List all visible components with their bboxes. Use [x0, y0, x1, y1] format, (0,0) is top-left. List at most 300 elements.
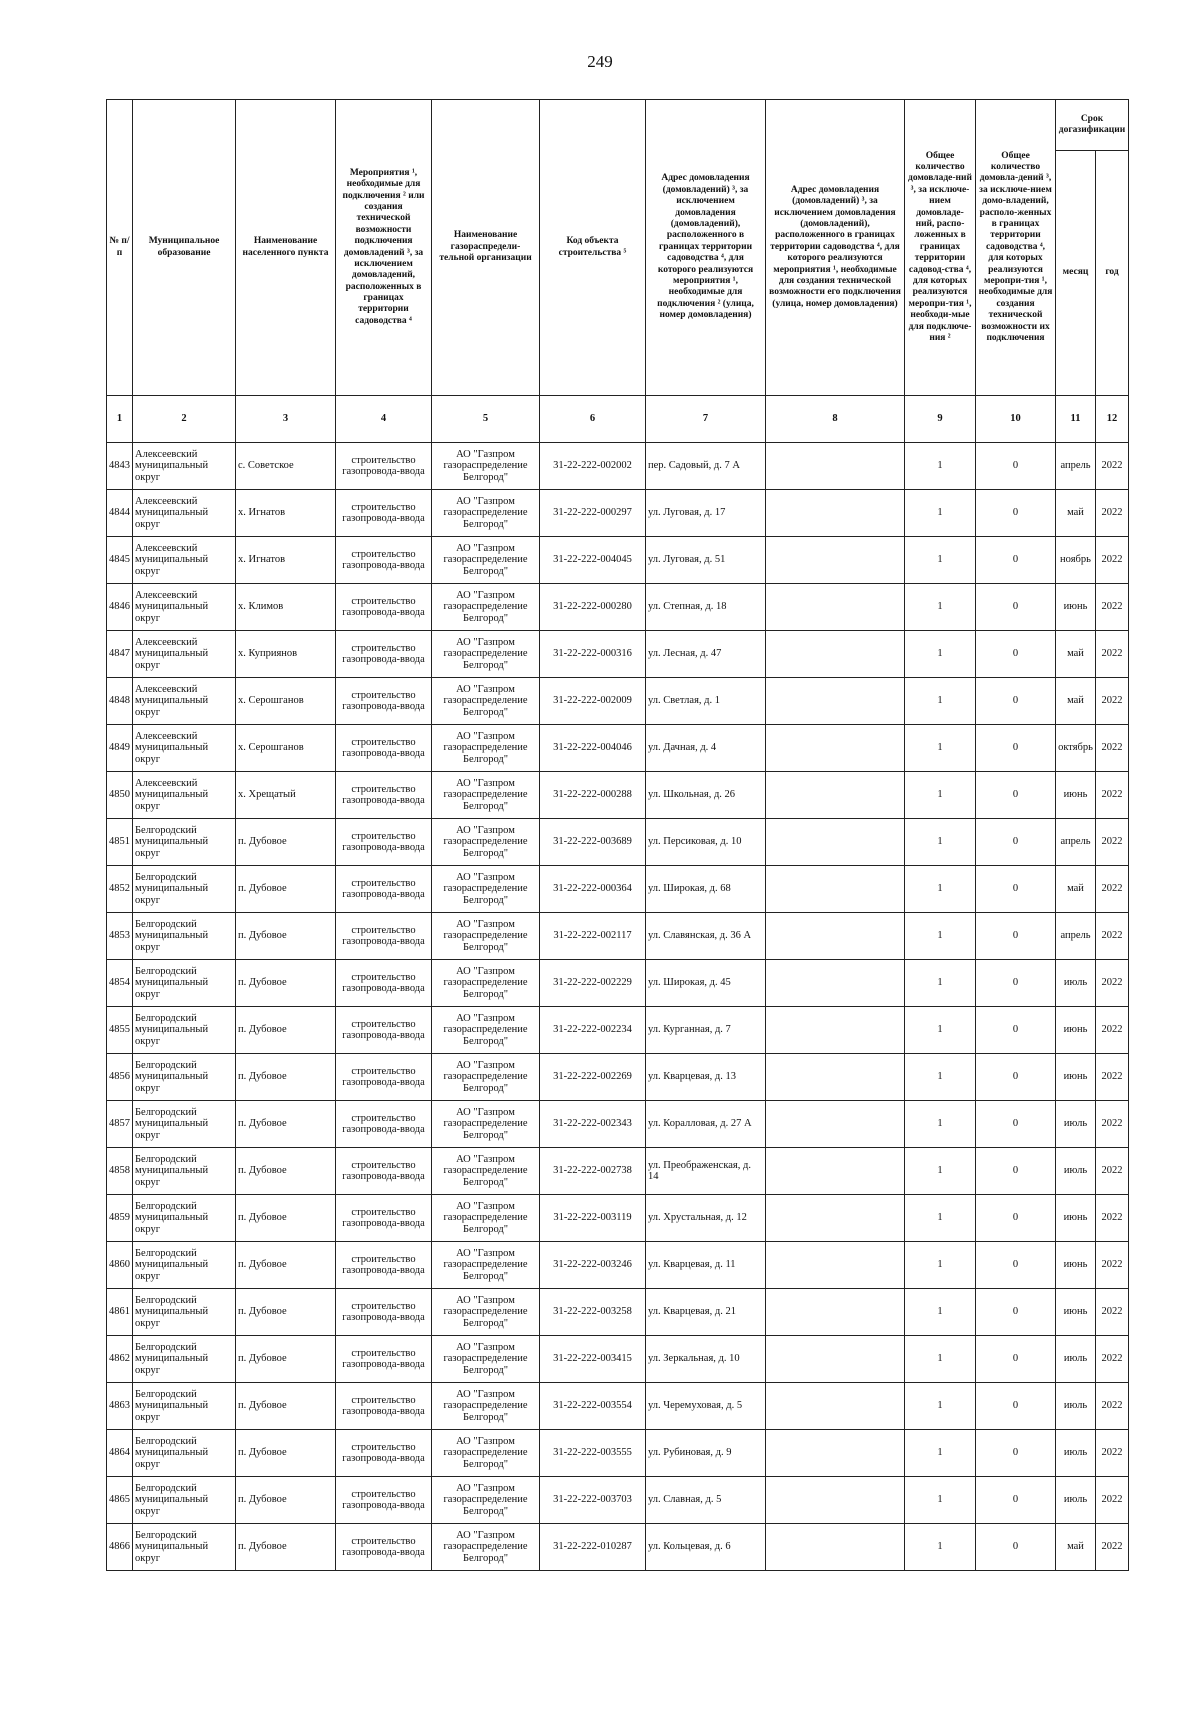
- address-cell: ул. Лесная, д. 47: [646, 631, 766, 678]
- row-number: 4850: [107, 772, 133, 819]
- municipality-cell: Белгородский муниципальный округ: [133, 1383, 236, 1430]
- address-cell: пер. Садовый, д. 7 А: [646, 443, 766, 490]
- object-code-cell: 31-22-222-003689: [540, 819, 646, 866]
- month-cell: апрель: [1056, 913, 1096, 960]
- municipality-cell: Алексеевский муниципальный округ: [133, 584, 236, 631]
- municipality-cell: Белгородский муниципальный округ: [133, 960, 236, 1007]
- address-cell: ул. Широкая, д. 45: [646, 960, 766, 1007]
- month-cell: июль: [1056, 1101, 1096, 1148]
- address-cell: ул. Луговая, д. 17: [646, 490, 766, 537]
- month-cell: июль: [1056, 1477, 1096, 1524]
- municipality-cell: Белгородский муниципальный округ: [133, 1242, 236, 1289]
- object-code-cell: 31-22-222-004046: [540, 725, 646, 772]
- year-cell: 2022: [1096, 1430, 1129, 1477]
- table-row: [107, 819, 1129, 866]
- year-cell: 2022: [1096, 960, 1129, 1007]
- column-number-row: [107, 396, 1129, 443]
- address-cell: ул. Светлая, д. 1: [646, 678, 766, 725]
- settlement-cell: п. Дубовое: [236, 866, 336, 913]
- row-number: 4851: [107, 819, 133, 866]
- month-cell: апрель: [1056, 443, 1096, 490]
- object-code-cell: 31-22-222-003258: [540, 1289, 646, 1336]
- municipality-cell: Белгородский муниципальный округ: [133, 1101, 236, 1148]
- row-number: 4856: [107, 1054, 133, 1101]
- column-number: 3: [236, 396, 336, 443]
- total-connect-cell: 1: [905, 725, 976, 772]
- year-cell: 2022: [1096, 913, 1129, 960]
- column-number: 1: [107, 396, 133, 443]
- address-tech-cell: [766, 490, 905, 537]
- address-tech-cell: [766, 584, 905, 631]
- month-cell: июль: [1056, 1336, 1096, 1383]
- object-code-cell: 31-22-222-000280: [540, 584, 646, 631]
- address-cell: ул. Славянская, д. 36 А: [646, 913, 766, 960]
- header-gas-org: Наименование газораспредели-тельной организации: [432, 100, 540, 396]
- gas-org-cell: АО "Газпром газораспределение Белгород": [432, 1148, 540, 1195]
- address-tech-cell: [766, 1430, 905, 1477]
- table-row: [107, 1383, 1129, 1430]
- measures-cell: строительство газопровода-ввода: [336, 490, 432, 537]
- gas-org-cell: АО "Газпром газораспределение Белгород": [432, 537, 540, 584]
- municipality-cell: Алексеевский муниципальный округ: [133, 678, 236, 725]
- table-row: [107, 913, 1129, 960]
- row-number: 4857: [107, 1101, 133, 1148]
- address-tech-cell: [766, 1336, 905, 1383]
- address-cell: ул. Черемуховая, д. 5: [646, 1383, 766, 1430]
- object-code-cell: 31-22-222-000288: [540, 772, 646, 819]
- total-tech-cell: 0: [976, 584, 1056, 631]
- gas-org-cell: АО "Газпром газораспределение Белгород": [432, 584, 540, 631]
- address-cell: ул. Кварцевая, д. 21: [646, 1289, 766, 1336]
- header-total-tech: Общее количество домовла-дений ³, за исключе-нием домо-владений, располо-женных в границах территории садоводства ⁴, для которых реализуются меропри-тия ¹, необходимые для создания технической возможности их подключения: [976, 100, 1056, 396]
- month-cell: июнь: [1056, 1289, 1096, 1336]
- year-cell: 2022: [1096, 443, 1129, 490]
- table-row: [107, 1054, 1129, 1101]
- settlement-cell: п. Дубовое: [236, 1383, 336, 1430]
- object-code-cell: 31-22-222-003703: [540, 1477, 646, 1524]
- gas-org-cell: АО "Газпром газораспределение Белгород": [432, 1195, 540, 1242]
- object-code-cell: 31-22-222-002269: [540, 1054, 646, 1101]
- year-cell: 2022: [1096, 1289, 1129, 1336]
- settlement-cell: п. Дубовое: [236, 1242, 336, 1289]
- total-connect-cell: 1: [905, 772, 976, 819]
- year-cell: 2022: [1096, 1383, 1129, 1430]
- month-cell: июнь: [1056, 1195, 1096, 1242]
- object-code-cell: 31-22-222-002229: [540, 960, 646, 1007]
- measures-cell: строительство газопровода-ввода: [336, 725, 432, 772]
- object-code-cell: 31-22-222-004045: [540, 537, 646, 584]
- address-tech-cell: [766, 443, 905, 490]
- row-number: 4864: [107, 1430, 133, 1477]
- column-number: 12: [1096, 396, 1129, 443]
- row-number: 4844: [107, 490, 133, 537]
- object-code-cell: 31-22-222-002738: [540, 1148, 646, 1195]
- gas-org-cell: АО "Газпром газораспределение Белгород": [432, 1242, 540, 1289]
- municipality-cell: Белгородский муниципальный округ: [133, 1524, 236, 1571]
- month-cell: июнь: [1056, 584, 1096, 631]
- total-tech-cell: 0: [976, 1524, 1056, 1571]
- gas-org-cell: АО "Газпром газораспределение Белгород": [432, 725, 540, 772]
- total-connect-cell: 1: [905, 631, 976, 678]
- settlement-cell: п. Дубовое: [236, 1195, 336, 1242]
- header-municipality: Муниципальное образование: [133, 100, 236, 396]
- municipality-cell: Белгородский муниципальный округ: [133, 1477, 236, 1524]
- measures-cell: строительство газопровода-ввода: [336, 960, 432, 1007]
- month-cell: октябрь: [1056, 725, 1096, 772]
- total-connect-cell: 1: [905, 1007, 976, 1054]
- settlement-cell: п. Дубовое: [236, 819, 336, 866]
- settlement-cell: п. Дубовое: [236, 960, 336, 1007]
- row-number: 4845: [107, 537, 133, 584]
- address-tech-cell: [766, 866, 905, 913]
- address-tech-cell: [766, 537, 905, 584]
- page-number: 249: [587, 52, 613, 71]
- row-number: 4858: [107, 1148, 133, 1195]
- gas-org-cell: АО "Газпром газораспределение Белгород": [432, 772, 540, 819]
- table-row: [107, 725, 1129, 772]
- row-number: 4866: [107, 1524, 133, 1571]
- total-tech-cell: 0: [976, 490, 1056, 537]
- table-row: [107, 1101, 1129, 1148]
- table-row: [107, 1242, 1129, 1289]
- object-code-cell: 31-22-222-000364: [540, 866, 646, 913]
- address-tech-cell: [766, 772, 905, 819]
- total-tech-cell: 0: [976, 913, 1056, 960]
- measures-cell: строительство газопровода-ввода: [336, 1289, 432, 1336]
- address-cell: ул. Кварцевая, д. 13: [646, 1054, 766, 1101]
- month-cell: ноябрь: [1056, 537, 1096, 584]
- measures-cell: строительство газопровода-ввода: [336, 772, 432, 819]
- month-cell: май: [1056, 866, 1096, 913]
- object-code-cell: 31-22-222-002343: [540, 1101, 646, 1148]
- row-number: 4861: [107, 1289, 133, 1336]
- address-cell: ул. Кольцевая, д. 6: [646, 1524, 766, 1571]
- header-object-code: Код объекта строительства ⁵: [540, 100, 646, 396]
- month-cell: июнь: [1056, 1242, 1096, 1289]
- total-tech-cell: 0: [976, 1101, 1056, 1148]
- gas-org-cell: АО "Газпром газораспределение Белгород": [432, 1430, 540, 1477]
- address-tech-cell: [766, 1054, 905, 1101]
- gas-org-cell: АО "Газпром газораспределение Белгород": [432, 1101, 540, 1148]
- address-cell: ул. Преображенская, д. 14: [646, 1148, 766, 1195]
- total-tech-cell: 0: [976, 1477, 1056, 1524]
- table-row: [107, 631, 1129, 678]
- settlement-cell: п. Дубовое: [236, 1101, 336, 1148]
- address-cell: ул. Коралловая, д. 27 А: [646, 1101, 766, 1148]
- municipality-cell: Белгородский муниципальный округ: [133, 1007, 236, 1054]
- table-row: [107, 1524, 1129, 1571]
- measures-cell: строительство газопровода-ввода: [336, 537, 432, 584]
- table-row: [107, 1289, 1129, 1336]
- total-tech-cell: 0: [976, 1383, 1056, 1430]
- total-connect-cell: 1: [905, 1054, 976, 1101]
- address-cell: ул. Рубиновая, д. 9: [646, 1430, 766, 1477]
- column-number: 9: [905, 396, 976, 443]
- total-tech-cell: 0: [976, 1242, 1056, 1289]
- row-number: 4848: [107, 678, 133, 725]
- gas-org-cell: АО "Газпром газораспределение Белгород": [432, 1054, 540, 1101]
- header-settlement: Наименование населенного пункта: [236, 100, 336, 396]
- table-row: [107, 866, 1129, 913]
- settlement-cell: п. Дубовое: [236, 913, 336, 960]
- table-row: [107, 537, 1129, 584]
- gas-org-cell: АО "Газпром газораспределение Белгород": [432, 1289, 540, 1336]
- measures-cell: строительство газопровода-ввода: [336, 1148, 432, 1195]
- gas-org-cell: АО "Газпром газораспределение Белгород": [432, 1477, 540, 1524]
- month-cell: июль: [1056, 1148, 1096, 1195]
- row-number: 4847: [107, 631, 133, 678]
- table-row: [107, 678, 1129, 725]
- total-connect-cell: 1: [905, 584, 976, 631]
- header-row: [107, 100, 1129, 151]
- total-connect-cell: 1: [905, 1524, 976, 1571]
- settlement-cell: п. Дубовое: [236, 1477, 336, 1524]
- header-address: Адрес домовладения (домовладений) ³, за исключением домовладения (домовладений), расположенного в границах территории садоводства ⁴, для которого реализуются мероприятия ¹, необходимые для подключения ² (улица, номер домовладения): [646, 100, 766, 396]
- measures-cell: строительство газопровода-ввода: [336, 1101, 432, 1148]
- year-cell: 2022: [1096, 631, 1129, 678]
- municipality-cell: Белгородский муниципальный округ: [133, 913, 236, 960]
- municipality-cell: Белгородский муниципальный округ: [133, 866, 236, 913]
- gas-org-cell: АО "Газпром газораспределение Белгород": [432, 678, 540, 725]
- municipality-cell: Белгородский муниципальный округ: [133, 1054, 236, 1101]
- object-code-cell: 31-22-222-003246: [540, 1242, 646, 1289]
- measures-cell: строительство газопровода-ввода: [336, 866, 432, 913]
- measures-cell: строительство газопровода-ввода: [336, 819, 432, 866]
- total-tech-cell: 0: [976, 819, 1056, 866]
- total-tech-cell: 0: [976, 1289, 1056, 1336]
- settlement-cell: с. Советское: [236, 443, 336, 490]
- address-tech-cell: [766, 1101, 905, 1148]
- total-connect-cell: 1: [905, 1383, 976, 1430]
- column-number: 11: [1056, 396, 1096, 443]
- object-code-cell: 31-22-222-000297: [540, 490, 646, 537]
- year-cell: 2022: [1096, 1054, 1129, 1101]
- table-row: [107, 1430, 1129, 1477]
- total-tech-cell: 0: [976, 1148, 1056, 1195]
- year-cell: 2022: [1096, 678, 1129, 725]
- total-tech-cell: 0: [976, 678, 1056, 725]
- table-row: [107, 490, 1129, 537]
- total-tech-cell: 0: [976, 772, 1056, 819]
- month-cell: апрель: [1056, 819, 1096, 866]
- municipality-cell: Белгородский муниципальный округ: [133, 1148, 236, 1195]
- total-connect-cell: 1: [905, 1477, 976, 1524]
- gas-org-cell: АО "Газпром газораспределение Белгород": [432, 1007, 540, 1054]
- year-cell: 2022: [1096, 1148, 1129, 1195]
- total-connect-cell: 1: [905, 1148, 976, 1195]
- municipality-cell: Алексеевский муниципальный округ: [133, 490, 236, 537]
- address-tech-cell: [766, 960, 905, 1007]
- month-cell: июнь: [1056, 772, 1096, 819]
- column-number: 2: [133, 396, 236, 443]
- measures-cell: строительство газопровода-ввода: [336, 1336, 432, 1383]
- measures-cell: строительство газопровода-ввода: [336, 1477, 432, 1524]
- settlement-cell: п. Дубовое: [236, 1148, 336, 1195]
- settlement-cell: п. Дубовое: [236, 1007, 336, 1054]
- row-number: 4854: [107, 960, 133, 1007]
- gas-org-cell: АО "Газпром газораспределение Белгород": [432, 1336, 540, 1383]
- gas-org-cell: АО "Газпром газораспределение Белгород": [432, 443, 540, 490]
- table-row: [107, 772, 1129, 819]
- total-tech-cell: 0: [976, 1054, 1056, 1101]
- measures-cell: строительство газопровода-ввода: [336, 1383, 432, 1430]
- table-row: [107, 1195, 1129, 1242]
- row-number: 4855: [107, 1007, 133, 1054]
- settlement-cell: п. Дубовое: [236, 1289, 336, 1336]
- address-tech-cell: [766, 1477, 905, 1524]
- object-code-cell: 31-22-222-002117: [540, 913, 646, 960]
- year-cell: 2022: [1096, 584, 1129, 631]
- address-cell: ул. Персиковая, д. 10: [646, 819, 766, 866]
- settlement-cell: х. Серошганов: [236, 678, 336, 725]
- gas-org-cell: АО "Газпром газораспределение Белгород": [432, 913, 540, 960]
- object-code-cell: 31-22-222-003415: [540, 1336, 646, 1383]
- gas-org-cell: АО "Газпром газораспределение Белгород": [432, 960, 540, 1007]
- settlement-cell: х. Серошганов: [236, 725, 336, 772]
- address-cell: ул. Кварцевая, д. 11: [646, 1242, 766, 1289]
- month-cell: май: [1056, 678, 1096, 725]
- column-number: 6: [540, 396, 646, 443]
- settlement-cell: п. Дубовое: [236, 1336, 336, 1383]
- total-tech-cell: 0: [976, 631, 1056, 678]
- settlement-cell: п. Дубовое: [236, 1054, 336, 1101]
- row-number: 4846: [107, 584, 133, 631]
- table-body: [107, 443, 1129, 1571]
- year-cell: 2022: [1096, 772, 1129, 819]
- address-tech-cell: [766, 1195, 905, 1242]
- settlement-cell: х. Куприянов: [236, 631, 336, 678]
- header-total-connect: Общее количество домовладе-ний ³, за исключе-нием домовладе-ний, распо-ложенных в границах территории садовод-ства ⁴, для которых реализуются меропри-тия ¹, необходи-мые для подключе-ния ²: [905, 100, 976, 396]
- table-row: [107, 960, 1129, 1007]
- total-tech-cell: 0: [976, 1007, 1056, 1054]
- settlement-cell: х. Игнатов: [236, 537, 336, 584]
- total-connect-cell: 1: [905, 1289, 976, 1336]
- year-cell: 2022: [1096, 725, 1129, 772]
- year-cell: 2022: [1096, 1524, 1129, 1571]
- address-tech-cell: [766, 1289, 905, 1336]
- year-cell: 2022: [1096, 1101, 1129, 1148]
- row-number: 4852: [107, 866, 133, 913]
- row-number: 4853: [107, 913, 133, 960]
- header-measures: Мероприятия ¹, необходимые для подключения ² или создания технической возможности подключения домовладений ³, за исключением домовладений, расположенных в границах территории садоводства ⁴: [336, 100, 432, 396]
- address-tech-cell: [766, 1007, 905, 1054]
- gas-org-cell: АО "Газпром газораспределение Белгород": [432, 1383, 540, 1430]
- object-code-cell: 31-22-222-002234: [540, 1007, 646, 1054]
- settlement-cell: х. Игнатов: [236, 490, 336, 537]
- total-tech-cell: 0: [976, 1336, 1056, 1383]
- measures-cell: строительство газопровода-ввода: [336, 1054, 432, 1101]
- address-cell: ул. Курганная, д. 7: [646, 1007, 766, 1054]
- row-number: 4863: [107, 1383, 133, 1430]
- address-tech-cell: [766, 631, 905, 678]
- total-connect-cell: 1: [905, 537, 976, 584]
- gas-org-cell: АО "Газпром газораспределение Белгород": [432, 1524, 540, 1571]
- year-cell: 2022: [1096, 1336, 1129, 1383]
- total-tech-cell: 0: [976, 443, 1056, 490]
- total-connect-cell: 1: [905, 1336, 976, 1383]
- address-cell: ул. Широкая, д. 68: [646, 866, 766, 913]
- header-num: № п/п: [107, 100, 133, 396]
- table-row: [107, 1148, 1129, 1195]
- table-row: [107, 584, 1129, 631]
- municipality-cell: Белгородский муниципальный округ: [133, 1430, 236, 1477]
- address-cell: ул. Луговая, д. 51: [646, 537, 766, 584]
- column-number: 10: [976, 396, 1056, 443]
- measures-cell: строительство газопровода-ввода: [336, 631, 432, 678]
- total-tech-cell: 0: [976, 537, 1056, 584]
- total-connect-cell: 1: [905, 678, 976, 725]
- total-connect-cell: 1: [905, 490, 976, 537]
- object-code-cell: 31-22-222-002009: [540, 678, 646, 725]
- measures-cell: строительство газопровода-ввода: [336, 1430, 432, 1477]
- object-code-cell: 31-22-222-003555: [540, 1430, 646, 1477]
- row-number: 4843: [107, 443, 133, 490]
- gasification-table: [106, 99, 1129, 1571]
- total-connect-cell: 1: [905, 443, 976, 490]
- table-row: [107, 1477, 1129, 1524]
- municipality-cell: Белгородский муниципальный округ: [133, 1195, 236, 1242]
- address-cell: ул. Школьная, д. 26: [646, 772, 766, 819]
- row-number: 4865: [107, 1477, 133, 1524]
- gas-org-cell: АО "Газпром газораспределение Белгород": [432, 866, 540, 913]
- municipality-cell: Алексеевский муниципальный округ: [133, 537, 236, 584]
- municipality-cell: Белгородский муниципальный округ: [133, 1336, 236, 1383]
- month-cell: июль: [1056, 1383, 1096, 1430]
- address-cell: ул. Степная, д. 18: [646, 584, 766, 631]
- object-code-cell: 31-22-222-003119: [540, 1195, 646, 1242]
- measures-cell: строительство газопровода-ввода: [336, 1242, 432, 1289]
- total-connect-cell: 1: [905, 1430, 976, 1477]
- table-row: [107, 1336, 1129, 1383]
- object-code-cell: 31-22-222-003554: [540, 1383, 646, 1430]
- total-tech-cell: 0: [976, 1430, 1056, 1477]
- municipality-cell: Белгородский муниципальный округ: [133, 1289, 236, 1336]
- total-connect-cell: 1: [905, 1242, 976, 1289]
- address-tech-cell: [766, 1242, 905, 1289]
- month-cell: май: [1056, 631, 1096, 678]
- measures-cell: строительство газопровода-ввода: [336, 443, 432, 490]
- address-cell: ул. Хрустальная, д. 12: [646, 1195, 766, 1242]
- year-cell: 2022: [1096, 490, 1129, 537]
- object-code-cell: 31-22-222-010287: [540, 1524, 646, 1571]
- address-tech-cell: [766, 725, 905, 772]
- measures-cell: строительство газопровода-ввода: [336, 913, 432, 960]
- measures-cell: строительство газопровода-ввода: [336, 1524, 432, 1571]
- address-cell: ул. Славная, д. 5: [646, 1477, 766, 1524]
- row-number: 4849: [107, 725, 133, 772]
- object-code-cell: 31-22-222-000316: [540, 631, 646, 678]
- gas-org-cell: АО "Газпром газораспределение Белгород": [432, 819, 540, 866]
- header-year: год: [1096, 151, 1129, 396]
- year-cell: 2022: [1096, 1477, 1129, 1524]
- municipality-cell: Белгородский муниципальный округ: [133, 819, 236, 866]
- measures-cell: строительство газопровода-ввода: [336, 1007, 432, 1054]
- total-connect-cell: 1: [905, 866, 976, 913]
- total-connect-cell: 1: [905, 913, 976, 960]
- address-cell: ул. Зеркальная, д. 10: [646, 1336, 766, 1383]
- row-number: 4860: [107, 1242, 133, 1289]
- settlement-cell: п. Дубовое: [236, 1430, 336, 1477]
- object-code-cell: 31-22-222-002002: [540, 443, 646, 490]
- gas-org-cell: АО "Газпром газораспределение Белгород": [432, 631, 540, 678]
- year-cell: 2022: [1096, 866, 1129, 913]
- measures-cell: строительство газопровода-ввода: [336, 584, 432, 631]
- month-cell: июнь: [1056, 1054, 1096, 1101]
- measures-cell: строительство газопровода-ввода: [336, 678, 432, 725]
- settlement-cell: х. Хрещатый: [236, 772, 336, 819]
- total-tech-cell: 0: [976, 725, 1056, 772]
- year-cell: 2022: [1096, 537, 1129, 584]
